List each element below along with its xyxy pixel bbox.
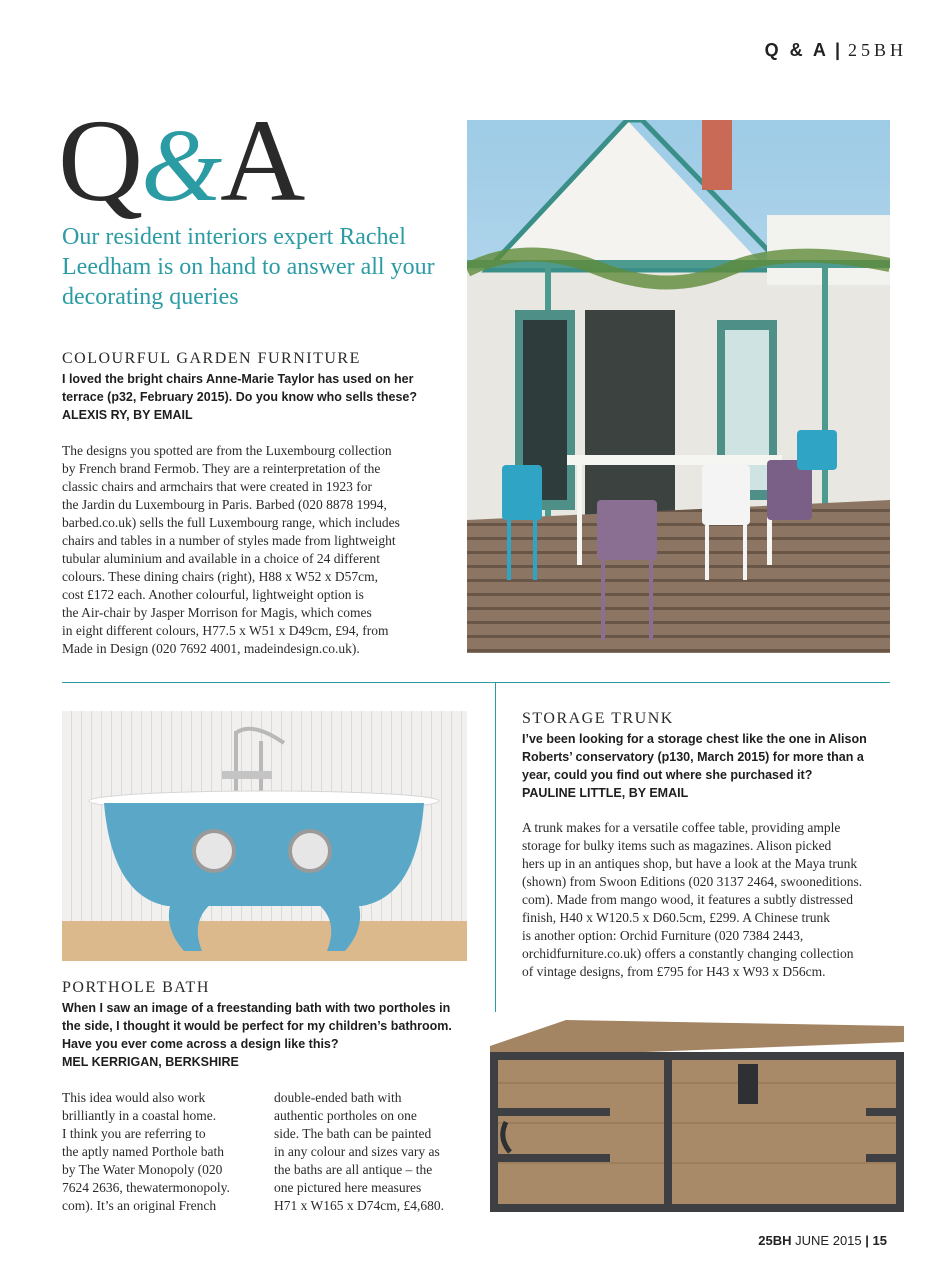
garden-question	[62, 370, 430, 424]
title-ampersand: &	[141, 108, 221, 223]
trunk-answer: A trunk makes for a versatile coffee table, providing ample storage for bulky items such as magazines. Alison picked hers up in an antiques shop, but have a look at the Maya trunk (shown) from Swoon Editions (020 3137 2464, swooneditions. com). Made from mango wood, it features a subtly distressed finish, H40 x W120.5 x D60.5cm, £299. A Chinese trunk is another option: Orchid Furniture (020 7384 2443, orchidfurniture.co.uk) offers a constantly changing collection of vintage designs, from £795 for H43 x W93 x D56cm.	[522, 820, 863, 979]
garden-question-text: I loved the bright chairs Anne-Marie Taylor has used on her terrace (p32, February 2015). Do you know who sells these?	[62, 372, 417, 404]
porthole-bath-illustration	[62, 711, 467, 961]
intro-standfirst: Our resident interiors expert Rachel Leedham is on hand to answer all your decorating queries	[62, 224, 435, 310]
page-title	[58, 96, 303, 231]
footer-brand: 25BH	[758, 1233, 792, 1248]
header-separator: |	[834, 40, 842, 60]
garden-terrace-photo	[467, 120, 890, 653]
brand-logo-text: 25BH	[847, 40, 907, 60]
footer-issue: JUNE 2015	[795, 1233, 862, 1248]
bath-question-text: When I saw an image of a freestanding bath with two portholes in the side, I thought it would be perfect for my children’s bathroom. Have you ever come across a design like this?	[62, 1001, 452, 1051]
bath-answer-column-2: double-ended bath with authentic portholes on one side. The bath can be painted in any colour and sizes vary as the baths are all antique – the one pictured here measures H71 x W165 x D74cm, £4,680.	[274, 1090, 444, 1213]
bath-answer-column-1: This idea would also work brilliantly in a coastal home. I think you are referring to the aptly named Porthole bath by The Water Monopoly (020 7624 2636, thewatermonopoly. com). It’s an original French	[62, 1090, 230, 1213]
trunk-question-text: I’ve been looking for a storage chest like the one in Alison Roberts’ conservatory (p130, March 2015) for more than a year, could you find out where she purchased it?	[522, 732, 867, 782]
bath-question	[62, 999, 452, 1071]
garden-answer: The designs you spotted are from the Luxembourg collection by French brand Fermob. They are a reinterpretation of the classic chairs and armchairs that were created in 1923 for the Jardin du Luxembourg in Paris. Barbed (020 8878 1994, barbed.co.uk) sells the full Luxembourg range, which includes chairs and tables in a number of styles made from lightweight tubular aluminium and available in a choice of 24 different colours. These dining chairs (right), H88 x W52 x D57cm, cost £172 each. Another colourful, lightweight option is the Air-chair by Jasper Morrison for Magis, which comes in eight different colours, H77.5 x W51 x D49cm, £94, from Made in Design (020 7692 4001, madeindesign.co.uk).	[62, 443, 400, 656]
garden-terrace-illustration	[467, 120, 890, 653]
page-header	[765, 40, 907, 61]
bath-heading: PORTHOLE BATH	[62, 979, 210, 996]
trunk-heading: STORAGE TRUNK	[522, 710, 674, 727]
porthole-bath-photo	[62, 711, 467, 961]
footer-separator: |	[865, 1233, 869, 1248]
bath-question-author: MEL KERRIGAN, BERKSHIRE	[62, 1055, 239, 1069]
trunk-question-author: PAULINE LITTLE, BY EMAIL	[522, 786, 689, 800]
horizontal-divider	[62, 682, 890, 683]
trunk-question	[522, 730, 872, 802]
title-a: A	[220, 95, 304, 226]
garden-question-author: ALEXIS RY, BY EMAIL	[62, 408, 193, 422]
garden-heading: COLOURFUL GARDEN FURNITURE	[62, 350, 361, 367]
page-footer	[758, 1233, 887, 1248]
title-q: Q	[58, 95, 142, 226]
section-label: Q & A	[764, 40, 829, 60]
storage-trunk-illustration	[486, 1012, 910, 1218]
page-number: 15	[872, 1233, 887, 1248]
storage-trunk-photo	[486, 1012, 910, 1218]
